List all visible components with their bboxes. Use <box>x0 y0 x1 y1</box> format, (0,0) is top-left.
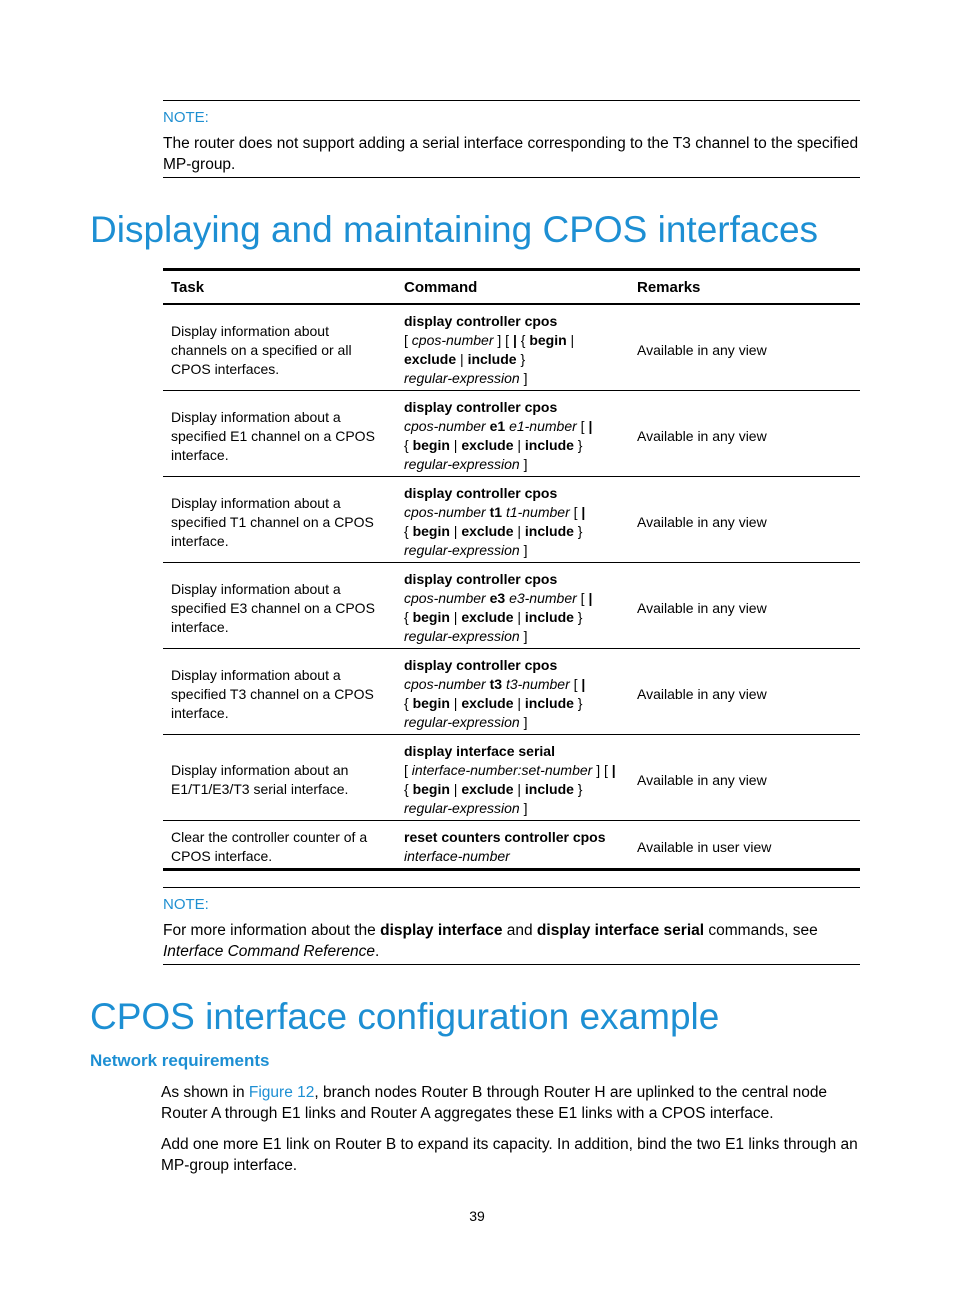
command-token: [ <box>576 590 589 606</box>
command-token: | <box>513 523 525 539</box>
note-text-segment: . <box>374 943 380 960</box>
command-token: [ <box>569 676 582 692</box>
command-token: } <box>573 609 583 625</box>
command-token: } <box>573 781 583 797</box>
remarks-cell: Available in any view <box>637 341 767 358</box>
command-token: { <box>404 523 413 539</box>
command-line <box>404 331 621 350</box>
command-cell <box>396 391 629 477</box>
command-cell <box>396 477 629 563</box>
command-token: display interface serial <box>404 743 555 759</box>
command-token: display controller cpos <box>404 571 558 587</box>
table-row <box>163 391 860 477</box>
command-line <box>404 589 621 608</box>
table-row <box>163 649 860 735</box>
command-line <box>404 742 621 761</box>
command-line <box>404 369 621 388</box>
command-token: | <box>456 351 468 367</box>
command-token: regular-expression <box>404 542 520 558</box>
command-line <box>404 847 621 866</box>
command-line <box>404 627 621 646</box>
command-token: exclude <box>461 609 514 625</box>
command-token: [ <box>576 418 589 434</box>
command-line <box>404 675 621 694</box>
task-cell: Display information about a specified E1 channel on a CPOS interface. <box>163 391 396 477</box>
note-box-bottom <box>163 887 860 965</box>
command-token: display controller cpos <box>404 399 558 415</box>
command-line <box>404 484 621 503</box>
command-token: e3-number <box>509 590 577 606</box>
note-text-segment: and <box>502 922 537 939</box>
para-text: , branch nodes Router B through Router H are uplinked to the central node Router A through E1 links and Router A aggregates these E1 links with a CPOS interface. <box>161 1084 828 1122</box>
command-token: { <box>404 781 413 797</box>
command-line <box>404 436 621 455</box>
paragraph-network-1 <box>161 1082 866 1124</box>
command-token: cpos-number <box>404 418 486 434</box>
command-token: | <box>449 609 462 625</box>
command-token: begin <box>412 695 450 711</box>
command-token: ] [ <box>592 762 612 778</box>
command-token: ] <box>519 800 528 816</box>
command-token: cpos-number <box>404 590 486 606</box>
note-text: The router does not support adding a serial interface corresponding to the T3 channel to the specified MP-group. <box>163 135 859 173</box>
command-token: [ <box>569 504 582 520</box>
command-token: ] [ <box>493 332 513 348</box>
header-command: Command <box>396 270 629 305</box>
task-cell: Display information about an E1/T1/E3/T3 serial interface. <box>163 735 396 821</box>
command-token: include <box>524 609 574 625</box>
command-token: exclude <box>404 351 457 367</box>
section-title-example: CPOS interface configuration example <box>90 996 720 1037</box>
command-cell <box>396 821 629 870</box>
command-token: t1-number <box>505 504 570 520</box>
command-token: interface-number:set-number <box>411 762 593 778</box>
note-text-segment: display interface serial <box>536 922 705 939</box>
subsection-title: Network requirements <box>90 1051 270 1070</box>
command-token: | <box>611 762 616 778</box>
command-token: ] <box>519 714 528 730</box>
command-line <box>404 503 621 522</box>
command-line <box>404 350 621 369</box>
page-number: 39 <box>469 1208 485 1224</box>
command-token: cpos-number <box>404 676 486 692</box>
command-token: | <box>512 332 517 348</box>
command-line <box>404 828 621 847</box>
table-header-row <box>163 270 860 305</box>
remarks-cell: Available in any view <box>629 391 860 477</box>
command-token: display controller cpos <box>404 485 558 501</box>
command-token: | <box>449 781 462 797</box>
command-token: | <box>588 590 593 606</box>
task-cell: Display information about a specified T3 channel on a CPOS interface. <box>163 649 396 735</box>
command-token: | <box>581 676 586 692</box>
command-table <box>163 268 860 871</box>
command-token: { <box>516 332 530 348</box>
command-line <box>404 608 621 627</box>
table-row <box>163 735 860 821</box>
command-token: cpos-number <box>411 332 494 348</box>
command-token: } <box>573 523 583 539</box>
command-token: { <box>404 609 413 625</box>
command-token: { <box>404 695 413 711</box>
command-cell <box>396 304 629 391</box>
command-token: | <box>513 695 525 711</box>
command-token: begin <box>412 609 450 625</box>
note-label: NOTE: <box>163 896 209 913</box>
table-row <box>163 304 860 391</box>
task-cell: Display information about a specified E3 channel on a CPOS interface. <box>163 563 396 649</box>
command-token: include <box>467 351 517 367</box>
command-token: display controller cpos <box>404 313 558 329</box>
command-token: begin <box>412 523 450 539</box>
task-cell: Display information about a specified T1 channel on a CPOS interface. <box>163 477 396 563</box>
task-cell: Display information about channels on a specified or all CPOS interfaces. <box>171 322 352 377</box>
note-text-segment: For more information about the <box>163 922 381 939</box>
command-line <box>404 713 621 732</box>
command-line <box>404 761 621 780</box>
command-token: include <box>524 781 574 797</box>
command-token: | <box>449 695 462 711</box>
header-task: Task <box>163 270 396 305</box>
command-line <box>404 780 621 799</box>
command-token: ] <box>519 542 528 558</box>
command-token: t1 <box>489 504 503 520</box>
command-token: | <box>588 418 593 434</box>
note-text-segment: Interface Command Reference <box>163 943 375 960</box>
command-line <box>404 799 621 818</box>
header-remarks: Remarks <box>629 270 860 305</box>
section-title-displaying: Displaying and maintaining CPOS interfaces <box>90 209 819 250</box>
table-body <box>163 304 860 870</box>
command-token: } <box>516 351 526 367</box>
table-row <box>163 563 860 649</box>
command-line <box>404 522 621 541</box>
command-token: include <box>524 695 574 711</box>
command-token: exclude <box>461 437 514 453</box>
command-token: | <box>513 437 525 453</box>
command-token: [ <box>404 762 412 778</box>
note-box-top <box>163 100 860 178</box>
command-line <box>404 656 621 675</box>
task-cell: Clear the controller counter of a CPOS interface. <box>163 821 396 870</box>
command-token: } <box>573 695 583 711</box>
command-token: e3 <box>489 590 506 606</box>
command-token: cpos-number <box>404 504 486 520</box>
command-token: t3-number <box>505 676 570 692</box>
figure-link[interactable]: Figure 12 <box>248 1084 315 1101</box>
command-token: exclude <box>461 695 514 711</box>
note-text-segment: display interface <box>380 922 503 939</box>
command-token: interface-number <box>404 848 510 864</box>
command-line <box>404 398 621 417</box>
paragraph-network-2: Add one more E1 link on Router B to expand its capacity. In addition, bind the two E1 links through an MP-group interface. <box>161 1136 858 1174</box>
command-token: { <box>404 437 413 453</box>
command-token: | <box>566 332 575 348</box>
command-token: exclude <box>461 523 514 539</box>
remarks-cell: Available in any view <box>629 735 860 821</box>
table-row <box>163 821 860 870</box>
command-token: regular-expression <box>404 370 520 386</box>
command-token: [ <box>404 332 412 348</box>
command-token: begin <box>412 437 450 453</box>
command-token: ] <box>519 370 528 386</box>
command-token: begin <box>412 781 450 797</box>
command-token: regular-expression <box>404 800 520 816</box>
command-line <box>404 417 621 436</box>
note-text <box>163 920 860 962</box>
note-text-segment: commands, see <box>704 922 818 939</box>
command-token: regular-expression <box>404 456 520 472</box>
command-token: | <box>513 609 525 625</box>
command-token: reset counters controller cpos <box>404 829 606 845</box>
command-token: exclude <box>461 781 514 797</box>
table-row <box>163 477 860 563</box>
command-token: include <box>524 437 574 453</box>
command-token: | <box>513 781 525 797</box>
command-token: | <box>581 504 586 520</box>
command-token: include <box>524 523 574 539</box>
remarks-cell: Available in user view <box>629 821 860 870</box>
para-text: As shown in <box>161 1084 249 1101</box>
command-token: begin <box>529 332 567 348</box>
command-line <box>404 312 621 331</box>
command-token: regular-expression <box>404 628 520 644</box>
command-token: ] <box>519 628 528 644</box>
note-label: NOTE: <box>163 109 209 126</box>
command-token: | <box>449 437 462 453</box>
command-line <box>404 694 621 713</box>
command-cell <box>396 563 629 649</box>
command-token: e1-number <box>509 418 577 434</box>
command-token: } <box>573 437 583 453</box>
command-line <box>404 570 621 589</box>
command-cell <box>396 735 629 821</box>
command-token: | <box>449 523 462 539</box>
command-cell <box>396 649 629 735</box>
command-token: regular-expression <box>404 714 520 730</box>
command-token: ] <box>519 456 528 472</box>
remarks-cell: Available in any view <box>629 477 860 563</box>
command-line <box>404 455 621 474</box>
remarks-cell: Available in any view <box>629 649 860 735</box>
remarks-cell: Available in any view <box>629 563 860 649</box>
command-token: e1 <box>489 418 506 434</box>
command-token: t3 <box>489 676 503 692</box>
command-token: display controller cpos <box>404 657 558 673</box>
command-line <box>404 541 621 560</box>
